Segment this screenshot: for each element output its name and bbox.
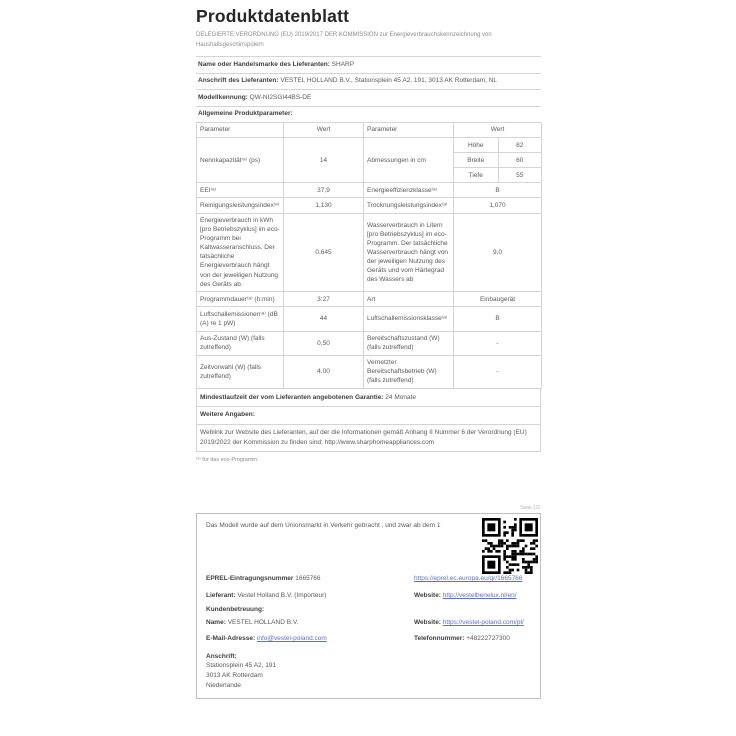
param-cell: Abmessungen in cm [364,138,454,183]
page-title: Produktdatenblatt [196,6,350,26]
general-params-label: Allgemeine Produktparameter: [198,110,293,117]
parameter-table [196,122,542,389]
param-cell: Energieeffizienzklasse⁽ᵃ⁾ [364,183,454,198]
value-cell: 0,50 [284,331,364,355]
header-wert-2: Wert [454,122,542,137]
weblink-url: http://www.sharphomeappliances.com [324,438,435,446]
dimension-key: Tiefe [468,171,483,179]
supplier-address-value: VESTEL HOLLAND B.V., Stationsplein 45 A2, 191, 3013 AK Rotterdam, NL [280,77,498,85]
weblink-text: Weblink zur Website des Lieferanten, auf der die Informationen gemäß Anhang II Nummer 6 der Verordnung (EU) 2019/2022 der Kommission zu finden sind: [200,429,527,446]
dimension-key: Höhe [467,141,484,149]
eprel-number-label: EPREL-Eintragungsnummer [206,575,294,583]
param-cell: Nennkapazität⁽ᵃ⁾ (ps) [197,138,284,183]
email-link[interactable]: info@vestel-poland.com [256,635,327,643]
guarantee-row [196,389,541,407]
customer-service-row [206,605,531,614]
dimensions-cell [454,138,542,183]
param-cell: Reinigungsleistungsindex⁽ᵃ⁾ [197,198,284,213]
page-number: Seite 1/2 [520,505,540,511]
further-info-label: Weitere Angaben: [200,411,255,419]
dimension-value: 60 [498,153,542,167]
phone-value: +48222727300 [466,635,510,643]
service-name-label: Name: [206,619,226,627]
model-id-row [196,89,541,105]
dimension-value: 55 [498,168,542,182]
eprel-number-value: 1665766 [295,575,321,583]
email-phone-row [206,634,531,643]
value-cell: - [454,331,542,355]
param-cell: Art [364,292,454,307]
supplier-website-link[interactable]: http://vestelbenelux.nl/en/ [442,592,517,600]
product-datasheet [196,6,541,699]
dimension-row [454,138,541,152]
service-name-row [206,618,531,627]
supplier-address-label: Anschrift des Lieferanten: [198,77,279,85]
param-cell: Trocknungsleistungsindex⁽ᵃ⁾ [364,198,454,213]
weblink-row [196,425,541,453]
supplier-address-row [196,73,541,89]
regulation-subtitle: DELEGIERTE VERORDNUNG (EU) 2019/2017 DER KOMMISSION zur Energieverbrauchskennzeichnung von Haushaltsgeschirrspülern [196,32,492,48]
guarantee-value: 24 Monate [385,393,417,401]
eprel-detail-rows [206,574,531,691]
eprel-section [196,513,541,699]
dimension-row [454,167,541,182]
supplier-name-value: SHARP [331,60,355,68]
email-label: E-Mail-Adresse: [206,635,256,643]
value-cell: 1,130 [284,198,364,213]
dimension-row [454,152,541,167]
service-website-link[interactable]: https://vestel-poland.com/pl/ [442,619,524,627]
value-cell: Einbaugerät [454,292,542,307]
param-cell: Wasserverbrauch in Litern [pro Betriebszyklus] im eco-Programm. Der tatsächliche Wasserverbrauch hängt von der jeweiligen Nutzung des Geräts und vom Härtegrad des Wassers ab [364,213,454,292]
qr-code [482,518,538,574]
param-cell: Vernetzter Bereitschaftsbetrieb (W) (falls zutreffend) [364,355,454,388]
table-row [197,183,542,198]
table-header-row [197,122,542,137]
general-params-row [196,106,541,122]
value-cell: - [454,355,542,388]
value-cell: 0,645 [284,213,364,292]
website-label: Website: [414,592,441,600]
customer-service-label: Kundenbetreuung: [206,606,265,614]
header-parameter-1: Parameter [197,122,284,137]
address-line: Niederlande [206,681,242,689]
param-cell: EEI⁽ᵃ⁾ [197,183,284,198]
eprel-number-row [206,574,531,583]
guarantee-label: Mindestlaufzeit der vom Lieferanten angebotenen Garantie: [200,393,384,401]
value-cell: 37,9 [284,183,364,198]
address-line: 3013 AK Rotterdam [206,671,263,679]
further-info-row [196,407,541,425]
table-row [197,292,542,307]
table-row [197,138,542,183]
eco-footnote: ⁽ᵃ⁾ für das eco-Programm. [196,457,259,463]
dimension-key: Breite [467,156,485,164]
param-cell: Luftschallemissionen⁽ᵃ⁾ (dB (A) re 1 pW) [197,307,284,331]
value-cell: 4,00 [284,355,364,388]
table-row [197,355,542,388]
supplier-value: Vestel Holland B.V. (Importeur) [237,592,327,600]
value-cell: B [454,183,542,198]
service-name-value: VESTEL HOLLAND B.V. [227,619,299,627]
market-intro-text: Das Modell wurde auf dem Unionsmarkt in Verkehr gebracht , und zwar ab dem 1 [206,522,441,529]
param-cell: Aus-Zustand (W) (falls zutreffend) [197,331,284,355]
table-row [197,331,542,355]
supplier-name-label: Name oder Handelsmarke des Lieferanten: [198,60,330,68]
value-cell: 3:27 [284,292,364,307]
model-id-label: Modellkennung: [198,93,248,101]
param-cell: Energieverbrauch in kWh [pro Betriebszyklus] im eco-Programm bei Kaltwasseranschluss. Der tatsächliche Energieverbrauch hängt von der jeweiligen Nutzung des Geräts ab. [197,213,284,292]
param-cell: Programmdauer⁽ᵃ⁾ (h:min) [197,292,284,307]
supplier-label: Lieferant: [206,592,236,600]
table-row [197,213,542,292]
param-cell: Zeitvorwahl (W) (falls zutreffend) [197,355,284,388]
header-parameter-2: Parameter [364,122,454,137]
table-row [197,198,542,213]
supplier-info-rows [196,56,541,123]
value-cell: 9,0 [454,213,542,292]
param-cell: Luftschallemissionsklasse⁽ᵃ⁾ [364,307,454,331]
param-cell: Bereitschaftszustand (W) (falls zutreffend) [364,331,454,355]
header-wert-1: Wert [284,122,364,137]
supplier-row [206,591,531,600]
value-cell: B [454,307,542,331]
website-label: Website: [414,619,441,627]
model-id-value: QW-NI2SGI44BS-DE [249,93,312,101]
value-cell: 44 [284,307,364,331]
dimension-value: 82 [498,138,542,152]
value-cell: 1,070 [454,198,542,213]
eprel-link[interactable]: https://eprel.ec.europa.eu/qr/1665766 [414,575,523,583]
address-label: Anschrift: [206,652,237,660]
address-row [206,652,531,691]
address-line: Stationsplein 45 A2, 191 [206,661,277,669]
value-cell: 14 [284,138,364,183]
phone-label: Telefonnummer: [414,635,465,643]
table-row [197,307,542,331]
supplier-name-row [196,56,541,72]
